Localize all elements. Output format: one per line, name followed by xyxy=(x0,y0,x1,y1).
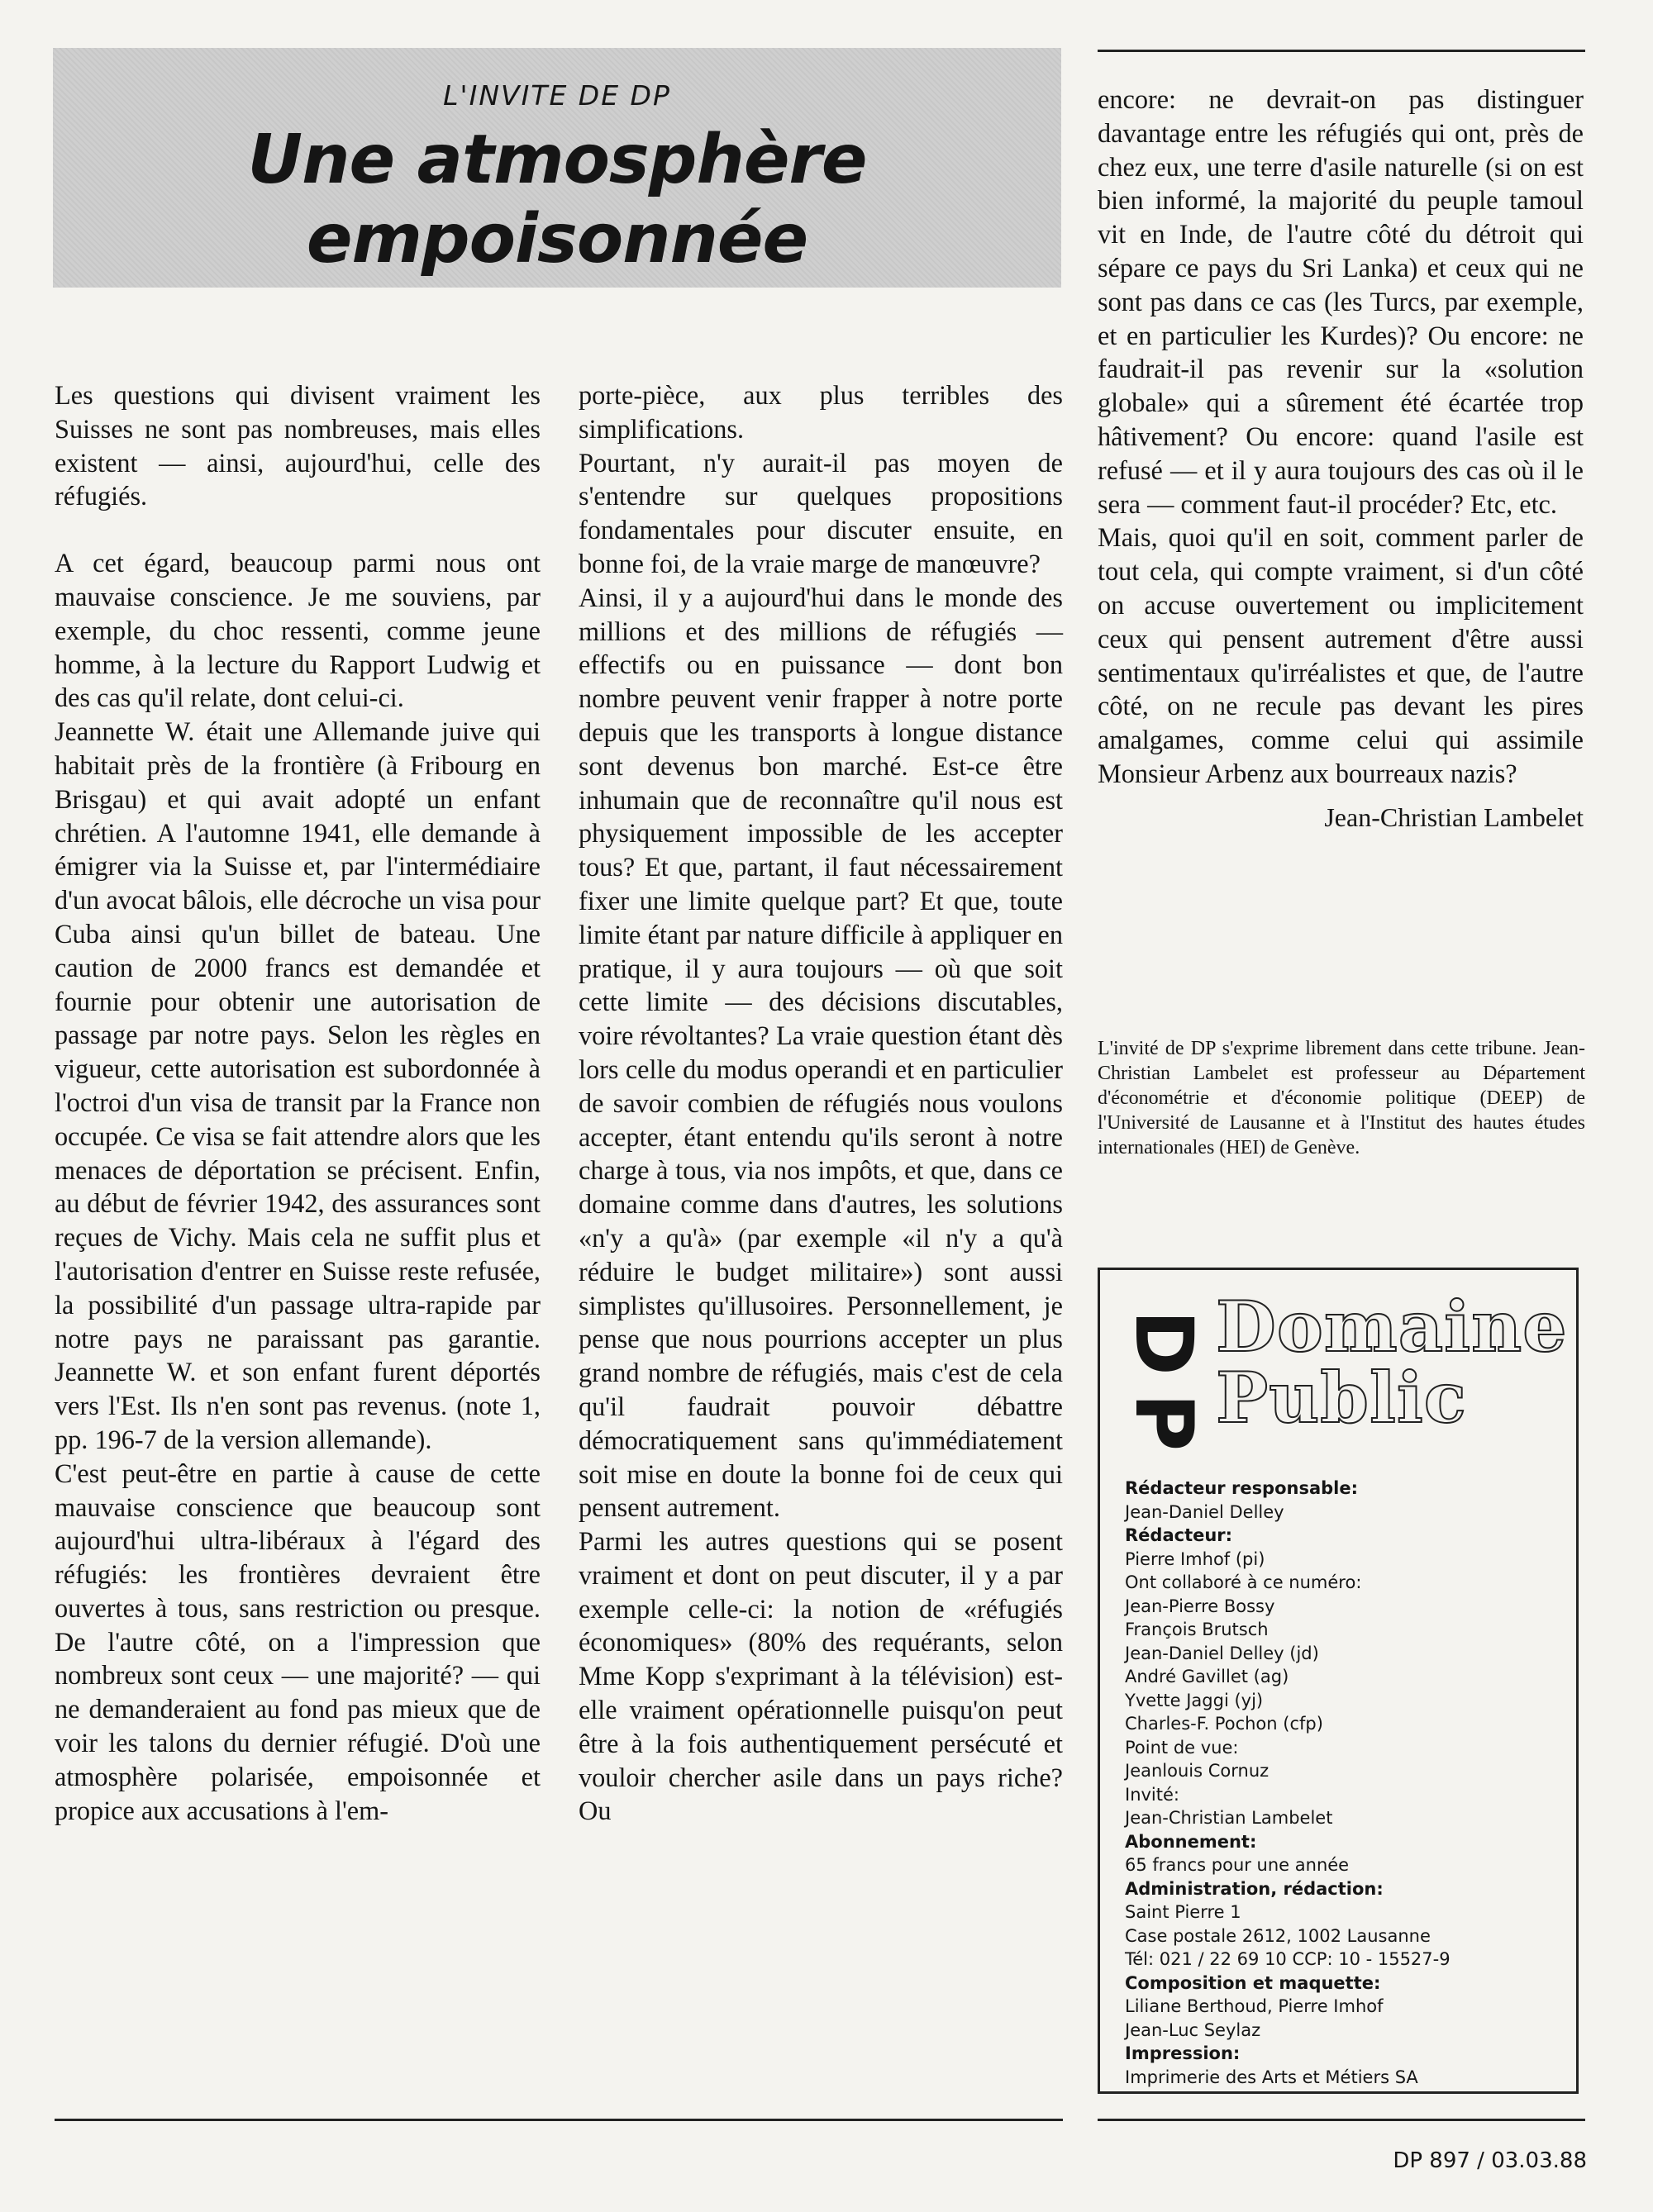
staff-value: 65 francs pour une année xyxy=(1125,1855,1350,1875)
staff-list xyxy=(1125,1477,1563,2089)
staff-value: André Gavillet (ag) xyxy=(1125,1667,1289,1686)
staff-value: Saint Pierre 1 xyxy=(1125,1902,1241,1922)
paragraph: Ainsi, il y a aujourd'hui dans le monde des millions et des millions de réfugiés — effectifs ou en puissance — dont bon nombre peuvent venir frapper à notre porte depuis que les transports à longue distance sont devenus bon marché. Est-ce être inhumain que de reconnaître qu'il nous est physiquement impossible de les accepter tous? Et que, partant, il faut nécessairement fixer une limite quelque part? Et que, toute limite étant par nature difficile à appliquer en pratique, il y aura toujours — où que soit cette limite — des décisions discutables, voire révoltantes? La vraie question étant dès lors celle du modus operandi et en particulier de savoir combien de réfugiés nous voulons accepter, étant entendu qu'ils seront à notre charge à tous, via nos impôts, et que, dans ce domaine comme dans d'autres, les solutions «n'y a qu'à» (par exemple «il n'y a qu'à réduire le budget militaire») sont aussi simplistes qu'illusoires. Personnellement, je pense que nous pourrions accepter un plus grand nombre de réfugiés, mais c'est de cela qu'il faudrait pouvoir débattre démocratiquement sans qu'immédiatement soit mise en doute la bonne foi de ceux qui pensent autrement. xyxy=(579,582,1063,1523)
paragraph: A cet égard, beaucoup parmi nous ont mauvaise conscience. Je me souviens, par exemple, du choc ressenti, comme jeune homme, à la lecture du Rapport Ludwig et des cas qu'il relate, dont celui-ci. xyxy=(55,548,541,713)
staff-label: Composition et maquette: xyxy=(1125,1972,1381,1993)
dp-logo xyxy=(1117,1303,1210,1462)
header-box xyxy=(53,48,1061,288)
paragraph: Jeannette W. était une Allemande juive qui habitait près de la frontière (à Fribourg en Brisgau) et qui avait adopté un enfant chrétien. A l'automne 1941, elle demande à émigrer via la Suisse et, par l'intermédiaire d'un avocat bâlois, elle décroche un visa pour Cuba ainsi qu'un billet de bateau. Une caution de 2000 francs est demandée et fournie pour obtenir une autorisation de passage par notre pays. Selon les règles en vigueur, cette autorisation est subordonnée à l'octroi d'un visa de transit par la France non occupée. Ce visa se fait attendre alors que les menaces de déportation se précisent. Enfin, au début de février 1942, des assurances sont reçues de Vichy. Mais cela ne suffit plus et l'autorisation d'entrer en Suisse reste refusée, la possibilité d'un passage ultra-rapide par notre pays ne paraissant pas garantie. Jeannette W. et son enfant furent déportés vers l'Est. Ils n'en sont pas revenus. (note 1, pp. 196-7 de la version allemande). xyxy=(55,716,541,1454)
staff-value: Ont collaboré à ce numéro: xyxy=(1125,1572,1362,1592)
staff-value: Invité: xyxy=(1125,1784,1179,1805)
staff-label: Abonnement: xyxy=(1125,1831,1257,1852)
staff-value: Jean-Daniel Delley (jd) xyxy=(1125,1643,1319,1663)
staff-label: Rédacteur: xyxy=(1125,1525,1233,1545)
staff-value: Jean-Luc Seylaz xyxy=(1125,2019,1261,2040)
staff-value: Imprimerie des Arts et Métiers SA xyxy=(1125,2067,1418,2087)
dp-letter-d: D xyxy=(1117,1310,1210,1376)
publication-name-line-1: Domaine xyxy=(1216,1286,1568,1368)
top-rule xyxy=(1098,50,1585,52)
staff-value: Jean-Pierre Bossy xyxy=(1125,1596,1275,1616)
staff-value: Point de vue: xyxy=(1125,1737,1239,1758)
paragraph: Pourtant, n'y aurait-il pas moyen de s'entendre sur quelques propositions fondamentales pour discuter ensuite, en bonne foi, de la vraie marge de manœuvre? xyxy=(579,447,1063,578)
publication-name xyxy=(1216,1286,1568,1439)
staff-value: Yvette Jaggi (yj) xyxy=(1125,1690,1264,1710)
staff-label: Rédacteur responsable: xyxy=(1125,1478,1359,1498)
staff-value: Pierre Imhof (pi) xyxy=(1125,1548,1265,1569)
kicker: L'INVITE DE DP xyxy=(443,79,671,112)
headline-line-1: Une atmosphère xyxy=(247,121,867,199)
paragraph: porte-pièce, aux plus terribles des simplifications. xyxy=(579,380,1063,444)
publication-name-line-2: Public xyxy=(1216,1357,1467,1439)
staff-value: François Brutsch xyxy=(1125,1620,1269,1639)
headline-line-2: empoisonnée xyxy=(306,200,808,278)
staff-value: Jean-Daniel Delley xyxy=(1125,1501,1284,1522)
article-column-1 xyxy=(55,378,541,1827)
paragraph: Mais, quoi qu'il en soit, comment parler de tout cela, qui compte vraiment, si d'un côté on accuse ouvertement ou implicitement ceux qui pensent autrement d'être aussi sentimentaux qu'irréalistes et que, de l'autre côté, on ne recule pas devant les pires amalgames, comme celui qui assimile Monsieur Arbenz aux bourreaux nazis? xyxy=(1098,522,1584,788)
headline xyxy=(53,121,1061,279)
staff-value: Case postale 2612, 1002 Lausanne xyxy=(1125,1925,1431,1946)
author-note: L'invité de DP s'exprime librement dans cette tribune. Jean-Christian Lambelet est professeur au Département d'économétrie et d'économie politique (DEEP) de l'Université de Lausanne et à l'Institut des hautes études internationales (HEI) de Genève. xyxy=(1098,1038,1585,1158)
staff-value: Jeanlouis Cornuz xyxy=(1125,1761,1270,1781)
bottom-rule-right xyxy=(1098,2119,1585,2121)
staff-value: Charles-F. Pochon (cfp) xyxy=(1125,1714,1323,1734)
issue-number: DP 897 / 03.03.88 xyxy=(1393,2148,1587,2173)
staff-value: Jean-Christian Lambelet xyxy=(1125,1808,1333,1828)
article-column-3 xyxy=(1098,83,1584,835)
paragraph: Les questions qui divisent vraiment les Suisses ne sont pas nombreuses, mais elles existent — ainsi, aujourd'hui, celle des réfugiés. xyxy=(55,380,541,511)
paragraph: C'est peut-être en partie à cause de cette mauvaise conscience que beaucoup sont aujourd'hui ultra-libéraux à l'égard des réfugiés: les frontières devraient être ouvertes à tous, sans restriction ou presque. De l'autre côté, on a l'impression que nombreux sont ceux — une majorité? — qui ne demanderaient au fond pas mieux que de voir les talons du dernier réfugié. D'où une atmosphère polarisée, empoisonnée et propice aux accusations à l'em- xyxy=(55,1458,541,1825)
staff-value: Tél: 021 / 22 69 10 CCP: 10 - 15527-9 xyxy=(1125,1949,1451,1969)
staff-value: Liliane Berthoud, Pierre Imhof xyxy=(1125,1996,1384,2016)
staff-label: Administration, rédaction: xyxy=(1125,1878,1384,1899)
bottom-rule xyxy=(55,2119,1063,2121)
paragraph: encore: ne devrait-on pas distinguer davantage entre les réfugiés qui ont, près de chez eux, une terre d'asile naturelle (si on est bien informé, la majorité du peuple tamoul vit en Inde, de l'autre côté du détroit qui sépare ce pays du Sri Lanka) et ceux qui ne sont pas dans ce cas (les Turcs, par exemple, et en particulier les Kurdes)? Ou encore: ne faudrait-il pas revenir sur la «solution globale» qui a sûrement été écartée trop hâtivement? Ou encore: quand l'asile est refusé — et il y aura toujours des cas où il le sera — comment faut-il procéder? Etc, etc. xyxy=(1098,84,1584,519)
author-signature: Jean-Christian Lambelet xyxy=(1324,802,1584,832)
article-column-2 xyxy=(579,378,1063,1828)
staff-label: Impression: xyxy=(1125,2043,1241,2063)
dp-letter-p: P xyxy=(1117,1392,1210,1452)
paragraph: Parmi les autres questions qui se posent vraiment et dont on peut discuter, il y a par exemple celle-ci: la notion de «réfugiés économiques» (80% des requérants, selon Mme Kopp s'exprimant à la télévision) est-elle vraiment opérationnelle puisqu'on peut être à la fois authentiquement persécuté et vouloir chercher asile dans un pays riche? Ou xyxy=(579,1526,1063,1826)
masthead-box xyxy=(1098,1268,1579,2094)
